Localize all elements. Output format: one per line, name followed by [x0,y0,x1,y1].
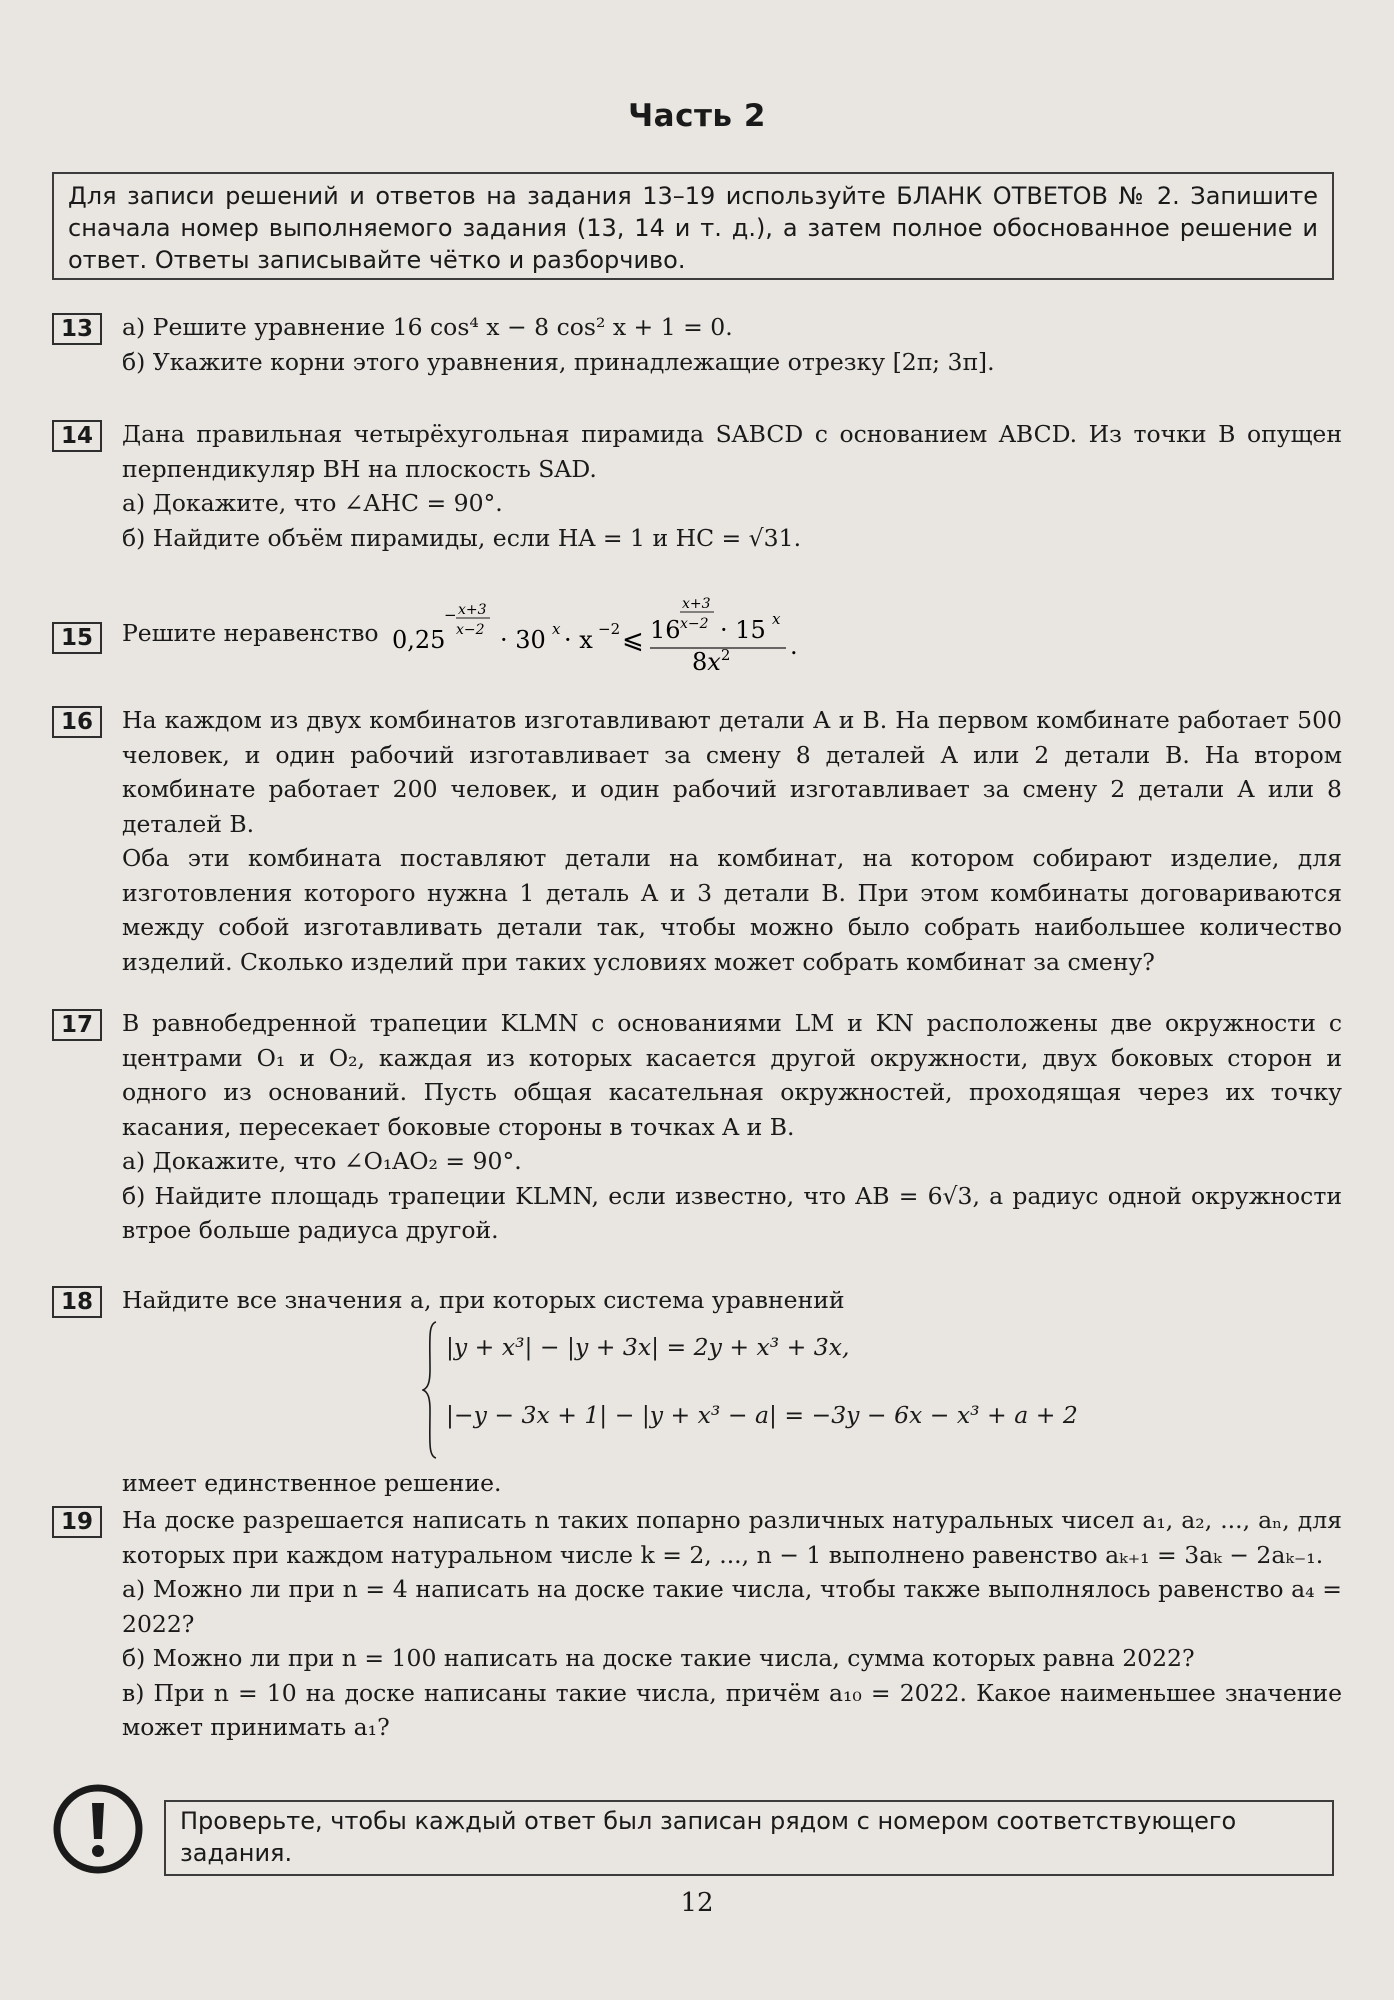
svg-text:8x2: $8x^2$ [692,646,731,672]
svg-text:x+3: x+3 [682,596,711,612]
task-19-part-a: а) Можно ли при n = 4 написать на доске такие числа, чтобы также выполнялось равенство a₄ = 2022? [122,1575,1342,1638]
task-19-text: На доске разрешается написать n таких попарно различных натуральных чисел a₁, a₂, ..., aₙ, для которых при каждом натуральном числе k = 2, ..., n − 1 выполнено равенство aₖ₊₁ = 3aₖ − 2aₖ₋₁. [122,1506,1342,1569]
equation-system [422,1320,1342,1460]
task-18-tail: имеет единственное решение. [122,1468,502,1497]
svg-text:0,25: 0,25 [392,626,446,654]
task-19-part-c: в) При n = 10 на доске написаны такие числа, причём a₁₀ = 2022. Какое наименьшее значение может принимать a₁? [122,1678,1342,1741]
task-17-part-b: б) Найдите площадь трапеции KLMN, если известно, что AB = 6√3, а радиус одной окружности втрое больше радиуса другой. [122,1181,1342,1244]
task-number: 13 [52,313,102,345]
task-number: 16 [52,706,102,738]
svg-text:x: x [772,610,781,628]
task-19-part-b: б) Можно ли при n = 100 написать на доске такие числа, сумма которых равна 2022? [122,1644,1195,1672]
exclamation-icon [52,1783,144,1875]
system-equation-2: |−y − 3x + 1| − |y + x³ − a| = −3y − 6x − x³ + a + 2 [446,1400,1078,1429]
svg-text:x: x [552,620,561,638]
instructions-box: Для записи решений и ответов на задания 13–19 используйте БЛАНК ОТВЕТОВ № 2. Запишите сначала номер выполняемого задания (13, 14 и т. д.), а затем полное обоснованное решение и ответ. Ответы записывайте чётко и разборчиво. [52,172,1334,280]
svg-text:x+3: x+3 [458,602,487,618]
task-16-paragraph-1: На каждом из двух комбинатов изготавливают детали А и В. На первом комбинате работает 500 человек, и один рабочий изготавливает за смену 8 деталей А или 2 детали В. На втором комбинате работает 200 человек, и один рабочий изготавливает за смену 2 детали А или 8 деталей В. [122,706,1342,838]
svg-text:−: − [444,606,457,624]
svg-text:x−2: x−2 [456,622,485,638]
task-number: 17 [52,1009,102,1041]
task-17-text: В равнобедренной трапеции KLMN с основаниями LM и KN расположены две окружности с центрами O₁ и O₂, каждая из которых касается другой окружности, двух боковых сторон и одного из оснований. Пусть общая касательная окружностей, проходящая через их точку касания, пересекает боковые стороны в точках A и B. [122,1009,1342,1141]
svg-text:· 15: · 15 [720,616,766,644]
system-equation-1: |y + x³| − |y + 3x| = 2y + x³ + 3x, [446,1332,850,1361]
task-16-paragraph-2: Оба эти комбината поставляют детали на комбинат, на котором собирают изделие, для изготовления которого нужна 1 деталь А и 3 детали В. При этом комбинаты договариваются между собой изготавливать детали так, чтобы можно было собрать наибольшее количество изделий. Сколько изделий при таких условиях может собрать комбинат за смену? [122,844,1342,976]
part-title: Часть 2 [628,98,766,134]
task-13-part-a: а) Решите уравнение 16 cos⁴ x − 8 cos² x + 1 = 0. [122,313,733,341]
task-18-text: Найдите все значения a, при которых система уравнений [122,1286,845,1314]
task-13-part-b: б) Укажите корни этого уравнения, принадлежащие отрезку [2π; 3π]. [122,347,995,376]
task-number: 18 [52,1286,102,1318]
inequality-formula [386,580,946,672]
task-17-part-a: а) Докажите, что ∠O₁AO₂ = 90°. [122,1147,522,1175]
task-number: 15 [52,622,102,654]
page-number: 12 [680,1888,714,1918]
task-14-part-a: а) Докажите, что ∠AHC = 90°. [122,489,503,517]
svg-text:⩽: ⩽ [622,625,644,655]
svg-text:.: . [790,632,798,660]
task-15-text: Решите неравенство [122,619,379,647]
svg-text:· 30: · 30 [500,626,546,654]
task-number: 19 [52,1506,102,1538]
curly-brace-icon [422,1320,438,1460]
task-14-part-b: б) Найдите объём пирамиды, если HA = 1 и HC = √31. [122,523,802,552]
svg-text:−2: −2 [598,620,621,638]
warning-box: Проверьте, чтобы каждый ответ был записан рядом с номером соответствующего задания. [164,1800,1334,1876]
task-14-text: Дана правильная четырёхугольная пирамида SABCD с основанием ABCD. Из точки B опущен перпендикуляр BH на плоскость SAD. [122,420,1342,483]
task-15-inequality [386,596,946,672]
task-number: 14 [52,420,102,452]
svg-text:· x: · x [564,626,593,654]
svg-text:16: 16 [650,616,681,644]
svg-text:x−2: x−2 [680,616,709,632]
